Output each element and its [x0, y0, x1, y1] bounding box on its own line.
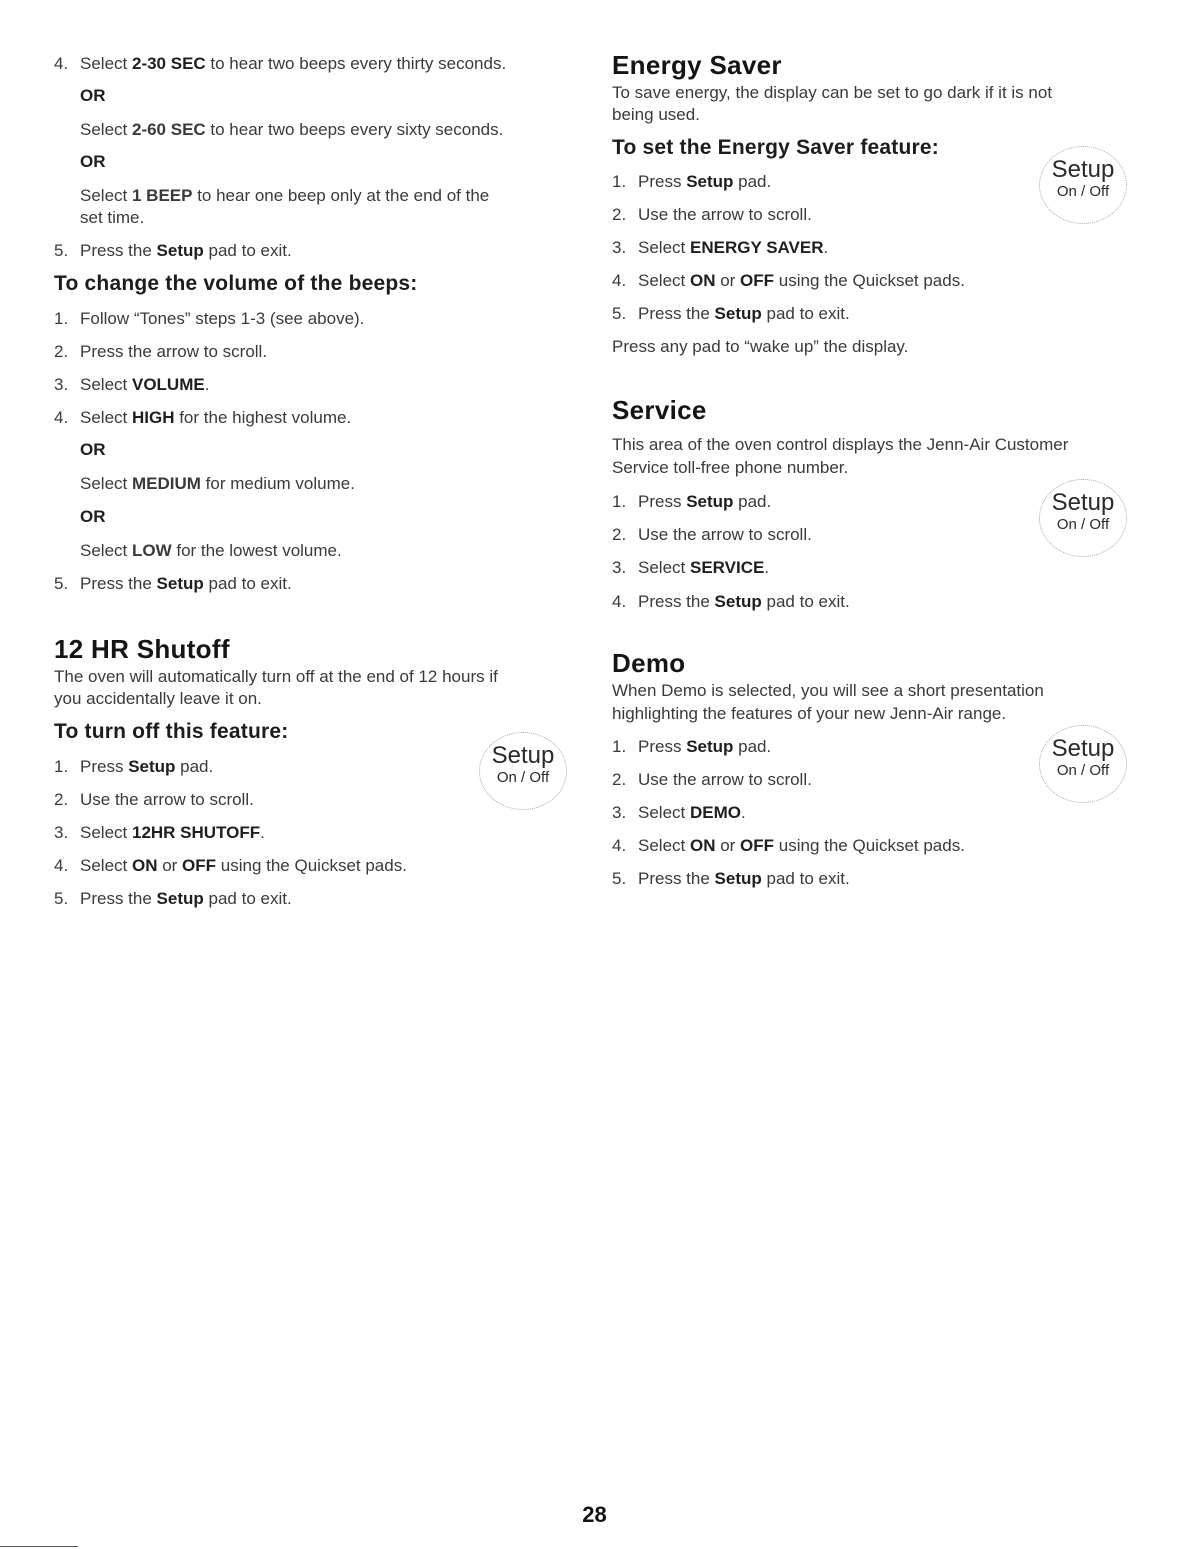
- shutoff-desc-line2: you accidentally leave it on.: [54, 689, 262, 708]
- or-label: OR: [80, 86, 106, 105]
- volume-step-2: 2. Press the arrow to scroll.: [54, 342, 268, 361]
- volume-alt-1: Select MEDIUM for medium volume.: [80, 474, 355, 493]
- shutoff-heading: To turn off this feature:: [54, 720, 289, 743]
- shutoff-desc-line1: The oven will automatically turn off at the end of 12 hours if: [54, 667, 498, 686]
- beep-alt-1: Select 2-60 SEC to hear two beeps every sixty seconds.: [80, 120, 504, 139]
- energy-desc-line2: being used.: [612, 105, 700, 124]
- demo-step-4: 4. Select ON or OFF using the Quickset pads.: [612, 836, 965, 855]
- energy-step-2: 2. Use the arrow to scroll.: [612, 205, 812, 224]
- shutoff-step-2: 2. Use the arrow to scroll.: [54, 790, 254, 809]
- demo-desc-line1: When Demo is selected, you will see a short presentation: [612, 681, 1044, 700]
- demo-step-5: 5. Press the Setup pad to exit.: [612, 869, 850, 888]
- setup-pad-icon: Setup On / Off: [479, 732, 567, 810]
- service-desc-line2: Service toll-free phone number.: [612, 458, 849, 477]
- volume-step-3: 3. Select VOLUME.: [54, 375, 210, 394]
- or-label: OR: [80, 152, 106, 171]
- footer-rule: [0, 1546, 78, 1547]
- energy-desc-line1: To save energy, the display can be set to go dark if it is not: [612, 83, 1053, 102]
- service-step-4: 4. Press the Setup pad to exit.: [612, 592, 850, 611]
- service-title: Service: [612, 395, 707, 425]
- shutoff-step-3: 3. Select 12HR SHUTOFF.: [54, 823, 265, 842]
- energy-heading: To set the Energy Saver feature:: [612, 136, 939, 159]
- shutoff-step-1: 1. Press Setup pad.: [54, 757, 214, 776]
- beep-alt-2: Select 1 BEEP to hear one beep only at the end of the: [80, 186, 490, 205]
- beep-step-5: 5. Press the Setup pad to exit.: [54, 241, 292, 260]
- volume-alt-2: Select LOW for the lowest volume.: [80, 541, 342, 560]
- or-label: OR: [80, 507, 106, 526]
- service-step-3: 3. Select SERVICE.: [612, 558, 770, 577]
- energy-step-4: 4. Select ON or OFF using the Quickset pads.: [612, 271, 965, 290]
- volume-step-4: 4. Select HIGH for the highest volume.: [54, 408, 352, 427]
- service-step-1: 1. Press Setup pad.: [612, 492, 772, 511]
- energy-wake-note: Press any pad to “wake up” the display.: [612, 337, 909, 356]
- setup-pad-icon: Setup On / Off: [1039, 146, 1127, 224]
- demo-step-3: 3. Select DEMO.: [612, 803, 746, 822]
- demo-title: Demo: [612, 648, 686, 678]
- demo-step-2: 2. Use the arrow to scroll.: [612, 770, 812, 789]
- or-label: OR: [80, 440, 106, 459]
- service-desc-line1: This area of the oven control displays the Jenn-Air Customer: [612, 435, 1069, 454]
- demo-desc-line2: highlighting the features of your new Jenn-Air range.: [612, 704, 1007, 723]
- beep-step-4: 4. Select 2-30 SEC to hear two beeps every thirty seconds.: [54, 54, 507, 73]
- volume-step-1: 1. Follow “Tones” steps 1-3 (see above).: [54, 309, 365, 328]
- beep-alt-2-line2: set time.: [80, 208, 145, 227]
- setup-pad-icon: Setup On / Off: [1039, 479, 1127, 557]
- volume-step-5: 5. Press the Setup pad to exit.: [54, 574, 292, 593]
- demo-step-1: 1. Press Setup pad.: [612, 737, 772, 756]
- energy-saver-title: Energy Saver: [612, 50, 782, 80]
- service-step-2: 2. Use the arrow to scroll.: [612, 525, 812, 544]
- energy-step-3: 3. Select ENERGY SAVER.: [612, 238, 829, 257]
- shutoff-step-4: 4. Select ON or OFF using the Quickset pads.: [54, 856, 407, 875]
- energy-step-5: 5. Press the Setup pad to exit.: [612, 304, 850, 323]
- page-number: 28: [582, 1502, 607, 1527]
- setup-pad-icon: Setup On / Off: [1039, 725, 1127, 803]
- shutoff-title: 12 HR Shutoff: [54, 634, 230, 664]
- shutoff-step-5: 5. Press the Setup pad to exit.: [54, 889, 292, 908]
- energy-step-1: 1. Press Setup pad.: [612, 172, 772, 191]
- volume-heading: To change the volume of the beeps:: [54, 272, 418, 295]
